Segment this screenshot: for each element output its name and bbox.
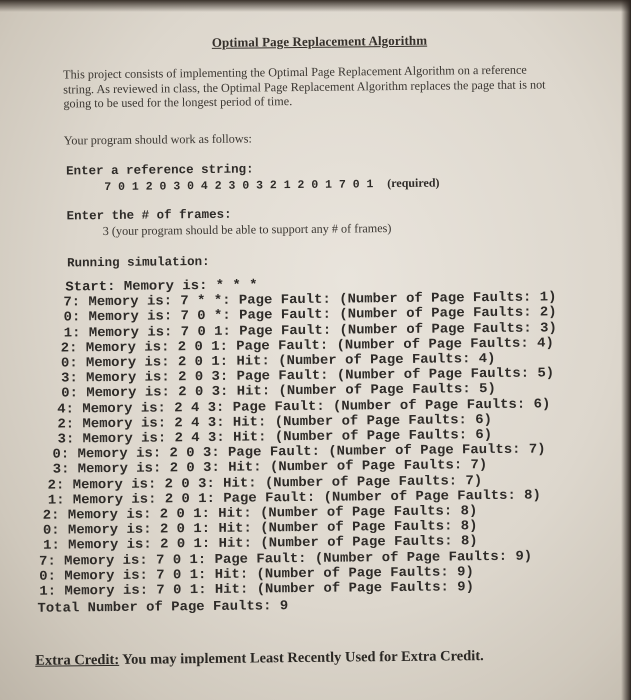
simulation-line: 2: Memory is: 2 4 3: Hit: (Number of Page Faults: 6) [57, 412, 493, 433]
simulation-line: 3: Memory is: 2 0 3: Page Fault: (Number of Page Faults: 5) [61, 366, 555, 387]
simulation-line: 3: Memory is: 2 0 3: Hit: (Number of Page Faults: 7) [52, 458, 488, 479]
simulation-line: 1: Memory is: 2 0 1: Hit: (Number of Page Faults: 8) [43, 534, 478, 555]
simulation-line: 1: Memory is: 2 0 1: Page Fault: (Number of Page Faults: 8) [47, 488, 541, 509]
reference-string-example [104, 176, 439, 195]
simulation-output [37, 274, 631, 618]
simulation-line: 0: Memory is: 7 0 *: Page Fault: (Number of Page Faults: 2) [63, 305, 557, 326]
simulation-line: 7: Memory is: 7 0 1: Page Fault: (Number of Page Faults: 9) [39, 549, 533, 570]
simulation-line: 2: Memory is: 2 0 3: Hit: (Number of Page Faults: 7) [47, 473, 483, 494]
simulation-line: 2: Memory is: 2 0 1: Hit: (Number of Page Faults: 8) [42, 504, 478, 524]
intro-paragraph: This project consists of implementing the Optimal Page Replacement Algorithm on a reference string. As reviewed in class, the Optimal Page Replacement Algorithm replaces the page that is not going to be used for the longest period of time. [63, 62, 546, 111]
simulation-line: 0: Memory is: 2 0 3: Hit: (Number of Page Faults: 5) [61, 382, 496, 402]
simulation-line: 7: Memory is: 7 * *: Page Fault: (Number of Page Faults: 1) [63, 290, 557, 311]
frames-prompt: Enter the # of frames: [66, 207, 232, 224]
simulation-line: 4: Memory is: 2 4 3: Page Fault: (Number of Page Faults: 6) [57, 397, 551, 418]
simulation-line: 0: Memory is: 2 0 1: Hit: (Number of Page Faults: 4) [60, 351, 496, 372]
extra-credit-label: Extra Credit: [35, 651, 120, 669]
running-simulation-label: Running simulation: [67, 254, 210, 271]
simulation-line: 1: Memory is: 7 0 1: Hit: (Number of Page Faults: 9) [39, 580, 475, 600]
reference-string-prompt: Enter a reference string: [66, 162, 254, 179]
reference-required-note: (required) [387, 175, 440, 191]
reference-string-values: 7 0 1 2 0 3 0 4 2 3 0 3 2 1 2 0 1 7 0 1 [104, 178, 374, 195]
simulation-line: 1: Memory is: 7 0 1: Page Fault: (Number of Page Faults: 3) [63, 320, 557, 342]
extra-credit-note [35, 648, 484, 670]
document-title: Optimal Page Replacement Algorithm [211, 32, 428, 50]
simulation-line: 0: Memory is: 7 0 1: Hit: (Number of Page Faults: 9) [39, 565, 474, 585]
simulation-line: 2: Memory is: 2 0 1: Page Fault: (Number of Page Faults: 4) [60, 336, 554, 357]
works-as-follows-text: Your program should work as follows: [63, 131, 252, 148]
frames-note: 3 (your program should be able to support any # of frames) [102, 221, 392, 239]
simulation-line: 0: Memory is: 2 0 1: Hit: (Number of Page Faults: 8) [42, 519, 478, 539]
photo-edge-shadow [621, 0, 631, 700]
simulation-line: 0: Memory is: 2 0 3: Page Fault: (Number of Page Faults: 7) [52, 442, 546, 463]
simulation-line: Start: Memory is: * * * [65, 278, 258, 296]
photo-edge-shadow [0, 0, 631, 12]
simulation-line: 3: Memory is: 2 4 3: Hit: (Number of Page Faults: 6) [57, 428, 493, 448]
extra-credit-text: You may implement Least Recently Used for Extra Credit. [122, 648, 484, 668]
total-page-faults: Total Number of Page Faults: 9 [37, 599, 289, 618]
